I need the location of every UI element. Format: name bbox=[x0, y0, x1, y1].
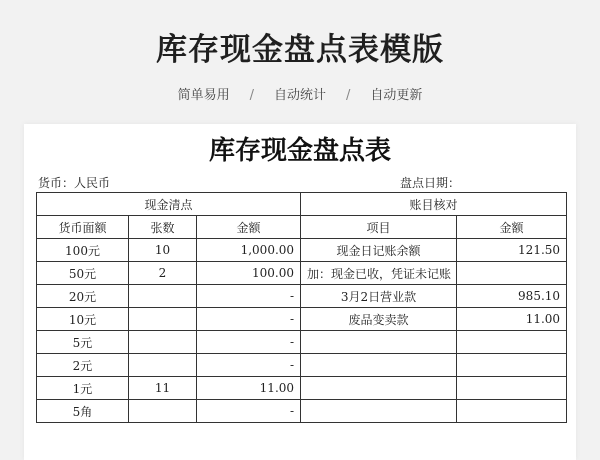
denomination-cell: 1元 bbox=[37, 377, 129, 400]
spreadsheet-preview bbox=[24, 124, 576, 460]
page-title: 库存现金盘点表模版 bbox=[156, 32, 444, 68]
table-row bbox=[37, 308, 567, 331]
item-cell: 废品变卖款 bbox=[301, 308, 457, 331]
item-amount-cell bbox=[457, 262, 567, 285]
item-cell bbox=[301, 354, 457, 377]
item-cell bbox=[301, 377, 457, 400]
currency-label: 货币：人民币 bbox=[38, 176, 111, 190]
col-denomination: 货币面额 bbox=[37, 216, 129, 239]
amount-cell: - bbox=[197, 285, 301, 308]
item-cell bbox=[301, 400, 457, 423]
item-cell: 3月2日营业款 bbox=[301, 285, 457, 308]
sheet-title: 库存现金盘点表 bbox=[208, 136, 391, 166]
amount-cell: 1,000.00 bbox=[197, 239, 301, 262]
denomination-cell: 5角 bbox=[37, 400, 129, 423]
count-cell: 11 bbox=[129, 377, 197, 400]
separator: / bbox=[346, 88, 351, 103]
amount-cell: - bbox=[197, 400, 301, 423]
feature-auto-update: 自动更新 bbox=[370, 88, 423, 103]
col-item: 项目 bbox=[301, 216, 457, 239]
count-date-label: 盘点日期： bbox=[400, 176, 461, 190]
item-cell: 加：现金已收，凭证未记账 bbox=[301, 262, 457, 285]
table-row bbox=[37, 262, 567, 285]
amount-cell: - bbox=[197, 354, 301, 377]
separator: / bbox=[249, 88, 254, 103]
cash-count-table bbox=[36, 192, 567, 423]
item-amount-cell: 985.10 bbox=[457, 285, 567, 308]
table-row bbox=[37, 400, 567, 423]
item-amount-cell: 121.50 bbox=[457, 239, 567, 262]
item-amount-cell: 11.00 bbox=[457, 308, 567, 331]
item-amount-cell bbox=[457, 354, 567, 377]
amount-cell: - bbox=[197, 331, 301, 354]
denomination-cell: 10元 bbox=[37, 308, 129, 331]
denomination-cell: 2元 bbox=[37, 354, 129, 377]
count-cell bbox=[129, 285, 197, 308]
section-account-check: 账目核对 bbox=[301, 193, 567, 216]
count-cell bbox=[129, 308, 197, 331]
denomination-cell: 20元 bbox=[37, 285, 129, 308]
denomination-cell: 5元 bbox=[37, 331, 129, 354]
item-amount-cell bbox=[457, 400, 567, 423]
col-amount: 金额 bbox=[197, 216, 301, 239]
count-cell bbox=[129, 331, 197, 354]
column-header-row bbox=[37, 216, 567, 239]
denomination-cell: 100元 bbox=[37, 239, 129, 262]
col-item-amount: 金额 bbox=[457, 216, 567, 239]
feature-tagline bbox=[0, 84, 600, 103]
item-amount-cell bbox=[457, 331, 567, 354]
amount-cell: 100.00 bbox=[197, 262, 301, 285]
count-cell: 2 bbox=[129, 262, 197, 285]
table-row bbox=[37, 354, 567, 377]
item-amount-cell bbox=[457, 377, 567, 400]
count-cell bbox=[129, 354, 197, 377]
section-cash-count: 现金清点 bbox=[37, 193, 301, 216]
count-cell: 10 bbox=[129, 239, 197, 262]
feature-easy: 简单易用 bbox=[177, 88, 230, 103]
table-row bbox=[37, 285, 567, 308]
item-cell bbox=[301, 331, 457, 354]
count-cell bbox=[129, 400, 197, 423]
denomination-cell: 50元 bbox=[37, 262, 129, 285]
table-row bbox=[37, 377, 567, 400]
feature-auto-stat: 自动统计 bbox=[273, 88, 326, 103]
item-cell: 现金日记账余额 bbox=[301, 239, 457, 262]
table-row bbox=[37, 331, 567, 354]
table-row bbox=[37, 239, 567, 262]
amount-cell: - bbox=[197, 308, 301, 331]
col-count: 张数 bbox=[129, 216, 197, 239]
amount-cell: 11.00 bbox=[197, 377, 301, 400]
section-header-row bbox=[37, 193, 567, 216]
